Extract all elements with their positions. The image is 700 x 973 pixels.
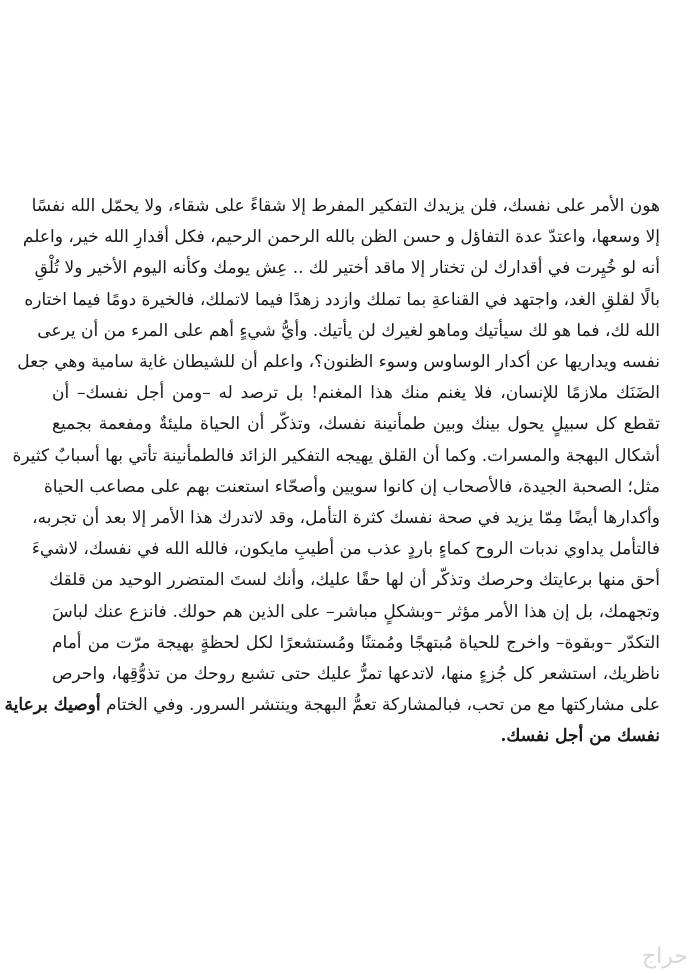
- text-line: أنه لو خُيِرت في أقدارك لن تختار إلا ماقد أختير لك .. عِش يومك وكأنه اليوم الأخير ولا تُلْقِ: [34, 258, 660, 279]
- text-line: بالًا لقلقِ الغد، واجتهد في القناعةِ بما تملك وازدد زهدًا فيما لاتملك، فالخيرة دومًا فيما اختاره: [24, 289, 660, 310]
- text-line: أحق منها برعايتك وحرصك وتذكّر أن لها حقًا عليك، وأنك لستَ المتضرر الوحيد من قلقك: [49, 570, 660, 591]
- emphasis-text: أوصيك برعاية: [4, 695, 101, 716]
- watermark-logo: حراج: [641, 944, 688, 969]
- text-line: أشكال البهجة والمسرات. وكما أن القلق يهيجه التفكير الزائد فالطمأنينة تأتي بها أسبابٌ كثيرة: [12, 445, 660, 466]
- text-line: إلا وسعها، واعتدّ عدة التفاؤل و حسن الظن بالله الرحمن الرحيم، فكل أقدارِ الله خير، واعلم: [22, 227, 660, 248]
- text-line: نفسه ويداريها عن أكدار الوساوس وسوء الظنون؟، واعلم أن للشيطان غاية سامية وهي جعل: [17, 352, 660, 373]
- text-line: الضَنَك ملازمًا للإنسان، فلا يغنم منك هذا المغنم! بل ترصد له –ومن أجل نفسك– أن: [52, 383, 660, 404]
- text-line: تقطع كل سبيلٍ يحول بينك وبين طمأنينة نفسك، وتذكّر أن الحياة مليئةٌ ومفعمة بجميع: [52, 414, 660, 435]
- text-line: ناظريك، استشعر كل جُزءٍ منها، لاتدعها تمرُّ عليك حتى تشبع روحك من تذوُّقِها، واحرص: [52, 664, 660, 685]
- text-line: وتجهمك، بل إن هذا الأمر مؤثر –وبشكلٍ مباشر– على الذين هم حولك. فانزع عنك لباسَ: [52, 601, 660, 622]
- text-line-segment: على مشاركتها مع من تحب، فبالمشاركة تعمُّ البهجة وينتشر السرور. وفي الختام: [105, 695, 660, 716]
- text-line: الله لك، فما هو لك سيأتيك وماهو لغيرك لن يأتيك. وأيُّ شيءٍ أهم على المرء من أن يرعى: [37, 320, 660, 341]
- text-line: هون الأمر على نفسك، فلن يزيدك التفكير المفرط إلا شقاءً على شقاء، ولا يحمّل الله نفسًا: [31, 196, 660, 216]
- text-line: التكدّر –وبقوة– واخرج للحياة مُبتهجًا ومُمتنًا ومُستشعرًا لكل لحظةٍ بهيجة مرّت من أمام: [52, 632, 660, 653]
- text-line: مثل؛ الصحبة الجيدة، فالأصحاب إن كانوا سويين وأصحّاء استعنت بهم على مصاعب الحياة: [43, 476, 660, 497]
- closing-line: نفسك من أجل نفسك.: [500, 726, 660, 747]
- text-line: فالتأمل يداوي ندبات الروح كماءٍ باردٍ عذب من أطيبِ مايكون، فالله الله في نفسك، لاشيءَ: [31, 539, 660, 560]
- text-line-with-emphasis: [4, 690, 660, 721]
- text-line: وأكدارها أيضًا مِمّا يزيد في صحة نفسك كثرة التأمل، وقد لاتدرك هذا الأمر إلا بعد أن تجربه،: [32, 508, 660, 529]
- document-body: [4, 191, 660, 753]
